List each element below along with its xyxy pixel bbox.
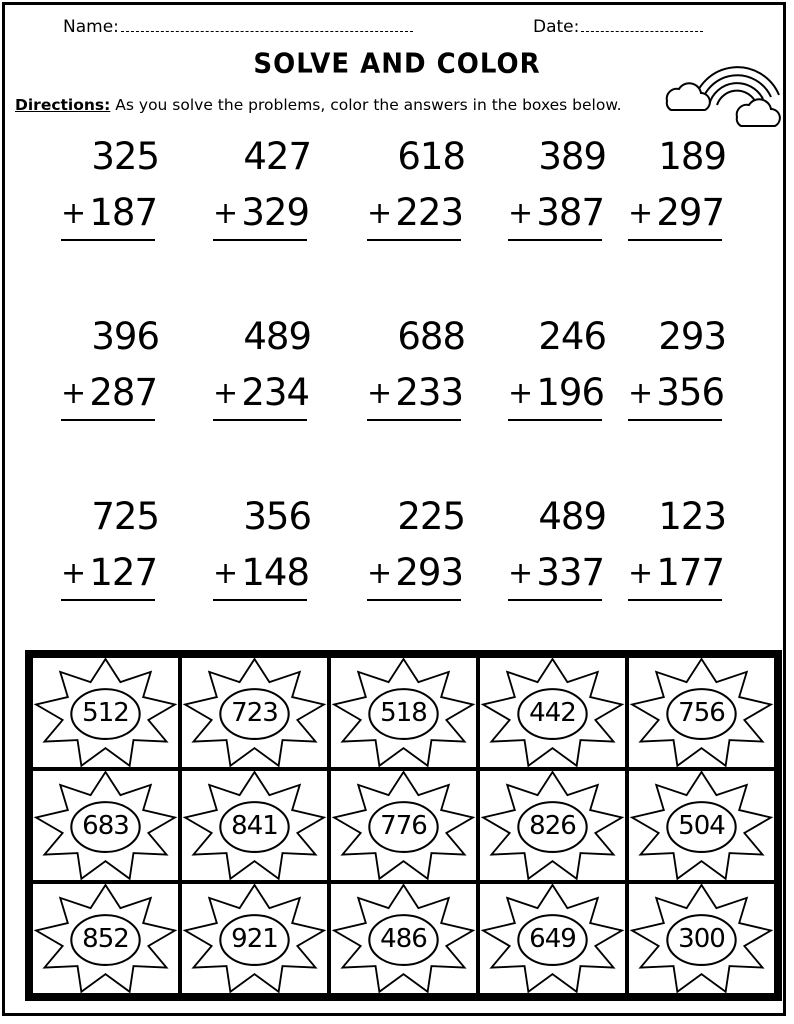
- answer-box[interactable]: [182, 884, 327, 993]
- addition-problem: [213, 135, 323, 245]
- answer-value: 826: [529, 810, 576, 841]
- addend-bottom: 337: [536, 551, 604, 594]
- addition-problem: [508, 315, 618, 425]
- plus-sign: +: [628, 376, 653, 411]
- addend-bottom: 223: [395, 191, 463, 234]
- answer-box[interactable]: [629, 771, 774, 880]
- addition-problem: [508, 495, 618, 605]
- addition-problem: [61, 315, 171, 425]
- addend-bottom-row: [628, 191, 724, 237]
- addend-top: 246: [538, 315, 606, 358]
- addend-top: 123: [658, 495, 726, 538]
- addition-problem: [628, 495, 738, 605]
- answer-box[interactable]: [629, 658, 774, 767]
- addend-top: 618: [397, 135, 465, 178]
- page-title: SOLVE AND COLOR: [253, 48, 541, 80]
- plus-sign: +: [367, 556, 392, 591]
- addition-problem: [508, 135, 618, 245]
- addend-bottom: 127: [89, 551, 157, 594]
- addend-bottom-row: [367, 191, 463, 237]
- answer-box[interactable]: [629, 884, 774, 993]
- answer-value: 512: [82, 697, 129, 728]
- worksheet-page: [2, 2, 786, 1016]
- addend-bottom-row: [61, 191, 157, 237]
- answer-box[interactable]: [33, 771, 178, 880]
- addend-bottom: 233: [395, 371, 463, 414]
- answer-box[interactable]: [480, 771, 625, 880]
- addend-bottom-row: [508, 551, 604, 597]
- addend-top: 427: [243, 135, 311, 178]
- answer-value: 776: [380, 810, 427, 841]
- addend-bottom: 287: [89, 371, 157, 414]
- addend-bottom-row: [367, 551, 463, 597]
- answer-box[interactable]: [33, 658, 178, 767]
- addition-problem: [213, 315, 323, 425]
- addend-top: 396: [91, 315, 159, 358]
- answer-line[interactable]: [213, 419, 307, 421]
- plus-sign: +: [213, 556, 238, 591]
- addend-top: 356: [243, 495, 311, 538]
- answer-line[interactable]: [508, 419, 602, 421]
- answer-value: 683: [82, 810, 129, 841]
- addend-bottom-row: [213, 551, 309, 597]
- addend-bottom-row: [61, 551, 157, 597]
- answer-line[interactable]: [628, 419, 722, 421]
- answer-line[interactable]: [508, 239, 602, 241]
- plus-sign: +: [61, 556, 86, 591]
- answer-line[interactable]: [367, 419, 461, 421]
- addition-problem: [367, 135, 477, 245]
- plus-sign: +: [367, 376, 392, 411]
- plus-sign: +: [628, 556, 653, 591]
- addend-bottom-row: [508, 191, 604, 237]
- answer-value: 756: [678, 697, 725, 728]
- answer-box[interactable]: [182, 771, 327, 880]
- addend-top: 489: [538, 495, 606, 538]
- addend-top: 293: [658, 315, 726, 358]
- answer-line[interactable]: [61, 599, 155, 601]
- addend-bottom: 356: [656, 371, 724, 414]
- addend-top: 189: [658, 135, 726, 178]
- plus-sign: +: [367, 196, 392, 231]
- answer-box[interactable]: [331, 884, 476, 993]
- answer-line[interactable]: [61, 419, 155, 421]
- addend-top: 225: [397, 495, 465, 538]
- addend-bottom-row: [628, 551, 724, 597]
- addend-bottom: 293: [395, 551, 463, 594]
- addition-problem: [628, 135, 738, 245]
- answer-value: 649: [529, 923, 576, 954]
- addend-bottom-row: [508, 371, 604, 417]
- plus-sign: +: [61, 196, 86, 231]
- addend-top: 725: [91, 495, 159, 538]
- directions-text: As you solve the problems, color the answers in the boxes below.: [110, 96, 622, 114]
- addend-bottom-row: [61, 371, 157, 417]
- date-blank-line[interactable]: [581, 17, 703, 32]
- addend-bottom: 148: [241, 551, 309, 594]
- addend-bottom: 329: [241, 191, 309, 234]
- plus-sign: +: [628, 196, 653, 231]
- plus-sign: +: [61, 376, 86, 411]
- addend-bottom: 196: [536, 371, 604, 414]
- addend-bottom-row: [367, 371, 463, 417]
- addend-top: 325: [91, 135, 159, 178]
- directions: [15, 96, 622, 114]
- directions-label: Directions:: [15, 96, 111, 114]
- addend-bottom-row: [213, 191, 309, 237]
- name-blank-line[interactable]: [121, 17, 413, 32]
- answer-line[interactable]: [367, 239, 461, 241]
- answer-line[interactable]: [61, 239, 155, 241]
- answer-value: 841: [231, 810, 278, 841]
- answer-line[interactable]: [628, 599, 722, 601]
- addition-problem: [367, 315, 477, 425]
- answer-box[interactable]: [480, 884, 625, 993]
- plus-sign: +: [508, 196, 533, 231]
- answer-value: 723: [231, 697, 278, 728]
- name-label: Name:: [63, 17, 119, 37]
- answer-value: 921: [231, 923, 278, 954]
- addition-problem: [367, 495, 477, 605]
- addend-bottom: 177: [656, 551, 724, 594]
- addition-problem: [61, 135, 171, 245]
- addition-problem: [61, 495, 171, 605]
- addend-top: 389: [538, 135, 606, 178]
- addend-bottom: 187: [89, 191, 157, 234]
- answer-value: 486: [380, 923, 427, 954]
- addend-bottom-row: [213, 371, 309, 417]
- answer-box[interactable]: [331, 658, 476, 767]
- addend-bottom: 297: [656, 191, 724, 234]
- addend-bottom-row: [628, 371, 724, 417]
- answer-line[interactable]: [367, 599, 461, 601]
- answer-value: 852: [82, 923, 129, 954]
- date-label: Date:: [533, 17, 580, 37]
- answer-box[interactable]: [331, 771, 476, 880]
- answer-line[interactable]: [213, 239, 307, 241]
- answer-line[interactable]: [508, 599, 602, 601]
- answer-box[interactable]: [480, 658, 625, 767]
- addend-top: 489: [243, 315, 311, 358]
- answer-box[interactable]: [182, 658, 327, 767]
- answer-line[interactable]: [213, 599, 307, 601]
- plus-sign: +: [213, 196, 238, 231]
- date-field[interactable]: [533, 17, 703, 37]
- answer-grid: [25, 650, 782, 1001]
- addend-top: 688: [397, 315, 465, 358]
- name-field[interactable]: [63, 17, 413, 37]
- plus-sign: +: [508, 376, 533, 411]
- addition-problem: [213, 495, 323, 605]
- rainbow-cloud-icon: [653, 35, 783, 140]
- answer-value: 518: [380, 697, 427, 728]
- answer-value: 504: [678, 810, 725, 841]
- addition-problem: [628, 315, 738, 425]
- addend-bottom: 387: [536, 191, 604, 234]
- answer-box[interactable]: [33, 884, 178, 993]
- plus-sign: +: [508, 556, 533, 591]
- addend-bottom: 234: [241, 371, 309, 414]
- answer-value: 442: [529, 697, 576, 728]
- answer-line[interactable]: [628, 239, 722, 241]
- answer-value: 300: [678, 923, 725, 954]
- plus-sign: +: [213, 376, 238, 411]
